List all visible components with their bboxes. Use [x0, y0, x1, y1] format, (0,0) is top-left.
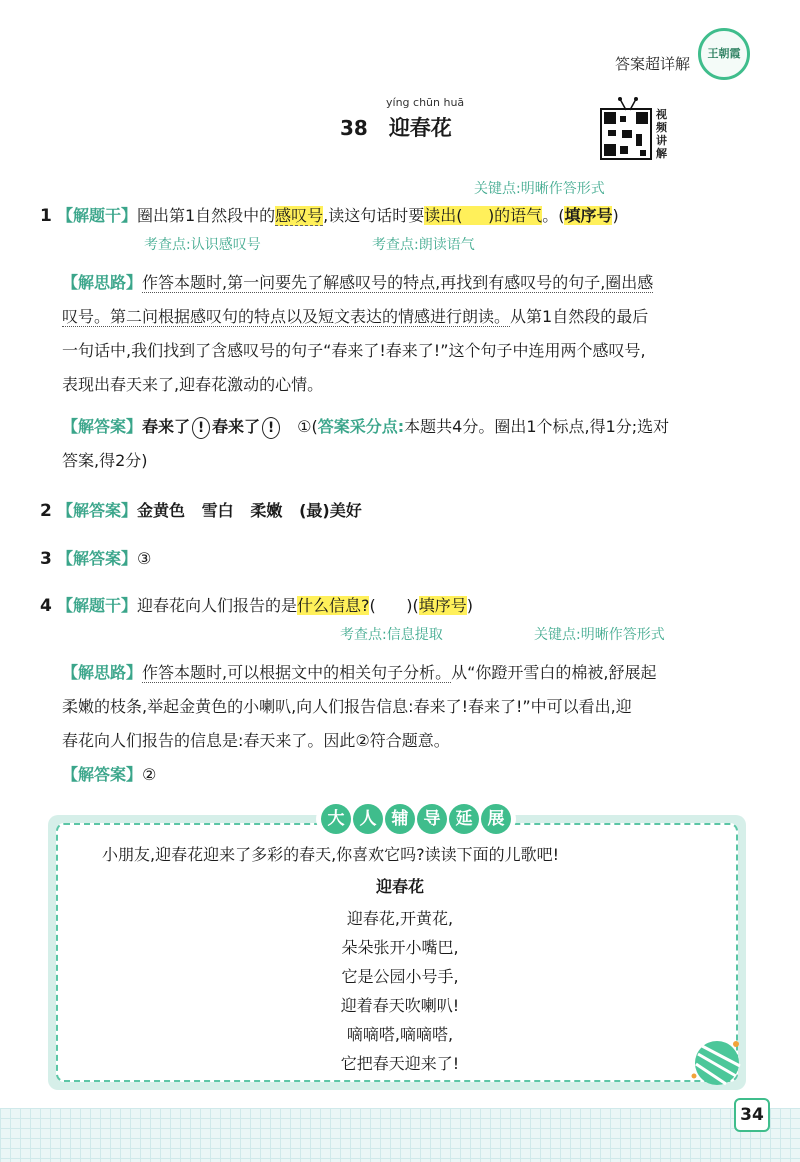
q4-annotation-left: 考查点:信息提取 — [340, 627, 443, 643]
q4-annotation-right: 关键点:明晰作答形式 — [534, 627, 665, 643]
q1-circled-mark-2: ! — [262, 417, 280, 439]
q4-number: 4 — [40, 596, 52, 616]
poem-line: 迎着春天吹喇叭! — [340, 996, 460, 1015]
q1-answer-tag: 【解答案】 — [62, 417, 143, 436]
poem-line: 朵朵张开小嘴巴, — [341, 938, 459, 957]
q1-highlight-fill-number: 填序号 — [564, 206, 613, 225]
q2-answer-tag: 【解答案】 — [56, 501, 137, 520]
page-number-tab — [734, 1098, 770, 1132]
q1-score-tag: 答案采分点: — [317, 417, 405, 436]
q4-idea-tag: 【解思路】 — [62, 663, 143, 682]
poem-line: 嘀嘀嗒,嘀嘀嗒, — [346, 1025, 454, 1044]
q1-annotation-key-point: 关键点:明晰作答形式 — [474, 181, 605, 197]
q1-answer: 【解答案】春来了 ! 春来了 ! ①(答案采分点:本题共4分。圈出1个标点,得1分;选对 答案,得2分) — [62, 417, 670, 470]
decorative-ball-icon — [690, 1036, 744, 1090]
q1-highlight-exclamation: 感叹号 — [275, 206, 324, 225]
q1-annotation-left: 考查点:认识感叹号 — [144, 237, 261, 253]
qr-antenna-icon — [616, 96, 640, 110]
video-qr-code[interactable] — [600, 108, 652, 160]
q4-highlight-fill-number: 填序号 — [418, 596, 467, 615]
q1-idea: 【解思路】作答本题时,第一问要先了解感叹号的特点,再找到有感叹号的句子,圈出感 叹号。第二问根据感叹句的特点以及短文表达的情感进行朗读。从第1自然段的最后 一句话中,我们找到了含感叹号的句子“春来了!春来了!”这个句子中连用两个感叹号, 表现出春天来了,迎春花激动的心情。 — [62, 273, 654, 394]
q1-stem: 1 【解题干】圈出第1自然段中的感叹号,读这句话时要读出( )的语气。(填序号) — [40, 206, 619, 226]
video-label: 视 频 讲 解 — [656, 108, 667, 160]
q1-answer-blank — [463, 206, 488, 225]
q1-circled-mark: ! — [192, 417, 210, 439]
q4-answer-tag: 【解答案】 — [62, 765, 143, 784]
q3-answer-tag: 【解答案】 — [56, 549, 137, 568]
page-number: 34 — [740, 1105, 764, 1125]
q2-number: 2 — [40, 501, 52, 521]
brand-tagline: 答案超详解 — [615, 55, 691, 73]
q4-answer: 【解答案】② — [62, 765, 157, 784]
poem-lines — [0, 904, 800, 1078]
q2-answer: 金黄色 雪白 柔嫩 (最)美好 — [136, 501, 362, 520]
q2 — [40, 498, 362, 521]
poem-line: 它把春天迎来了! — [340, 1054, 460, 1073]
q4-highlight-info: 什么信息? — [296, 596, 370, 615]
poem-title: 迎春花 — [375, 877, 424, 896]
lesson-title: 迎春花 — [388, 116, 452, 140]
lesson-pinyin: yíng chūn huā — [386, 96, 465, 109]
q3-answer: ③ — [136, 549, 152, 568]
q4-idea: 【解思路】作答本题时,可以根据文中的相关句子分析。从“你蹬开雪白的棉被,舒展起 柔嫩的枝条,举起金黄色的小喇叭,向人们报告信息:春来了!春来了!”中可以看出,迎 春花向人们报告的信息是:春天来了。因此②符合题意。 — [62, 663, 657, 750]
q4-stem-tag: 【解题干】 — [56, 596, 137, 615]
lesson-number: 38 — [340, 116, 368, 140]
brand-logo — [698, 28, 750, 80]
q1-answer-choice: ① — [297, 417, 312, 436]
extension-title: 大 人 辅 导 延 展 — [316, 804, 516, 834]
lesson-heading — [340, 112, 452, 142]
q1-number: 1 — [40, 206, 52, 226]
poem-line: 它是公园小号手, — [341, 967, 459, 986]
q1-stem-tag: 【解题干】 — [56, 206, 137, 225]
q3-number: 3 — [40, 549, 52, 569]
extension-intro: 小朋友,迎春花迎来了多彩的春天,你喜欢它吗?读读下面的儿歌吧! — [102, 845, 560, 864]
footer-grid — [0, 1108, 800, 1162]
q3 — [40, 546, 151, 569]
poem-line: 迎春花,开黄花, — [346, 909, 454, 928]
q1-idea-tag: 【解思路】 — [62, 273, 143, 292]
q1-highlight-read: 读出( — [424, 206, 463, 225]
q1-annotation-right: 考查点:朗读语气 — [372, 237, 475, 253]
q4-stem: 4 【解题干】迎春花向人们报告的是什么信息?( )(填序号) — [40, 596, 473, 616]
brand-logo-text: 王朝霞 — [707, 47, 741, 60]
